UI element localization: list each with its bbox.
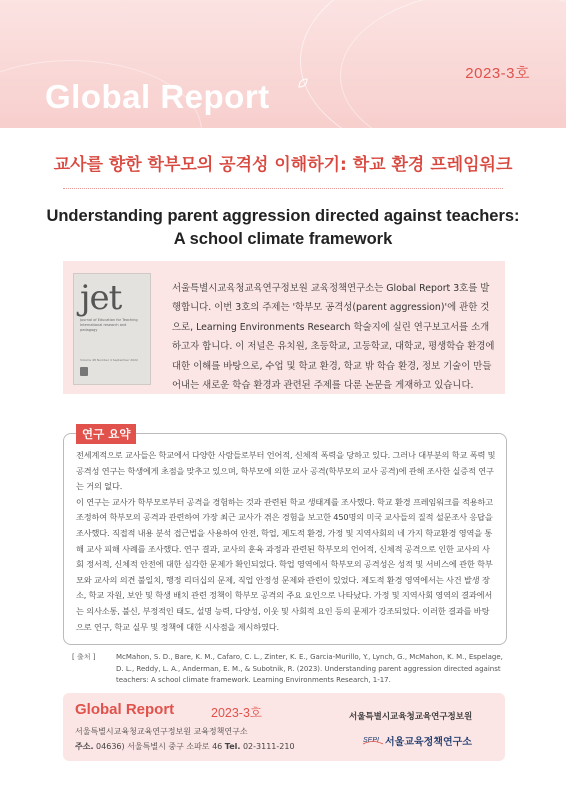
issue-number: 2023-3호 <box>465 65 530 82</box>
publisher-logo-icon <box>80 367 88 376</box>
footer-issue: 2023-3호 <box>211 706 262 720</box>
source-citation: McMahon, S. D., Bare, K. M., Cafaro, C. L., Zinter, K. E., Garcia-Murillo, Y., Lynch, G., McMahon, K. M., Espelage, D. L., Reddy, L. A., Anderman, E. M., & Subotnik, R. (2023). Understanding parent aggression directed against teachers: A school climate framework. Learning Environments Research, 1-17. <box>116 653 503 684</box>
institute-name: 서울교육정책연구소 <box>385 737 472 748</box>
tel-value: 02-3111-210 <box>242 742 295 751</box>
journal-cover-image <box>73 273 151 385</box>
intro-panel <box>63 261 505 394</box>
header-banner <box>0 0 566 128</box>
office-name: 서울특별시교육청교육연구정보원 <box>349 712 473 722</box>
footer-organization: 서울특별시교육청교육연구정보원 교육정책연구소 <box>75 727 248 736</box>
english-title-line2: A school climate framework <box>173 230 393 248</box>
institute-logo-icon <box>363 733 383 745</box>
leaf-icon <box>298 78 308 88</box>
address-value: 04636) 서울특별시 중구 소파로 46 <box>96 742 223 751</box>
summary-paragraph: 전세계적으로 교사들은 학교에서 다양한 사람들로부터 언어적, 신체적 폭력을 당하고 있다. 그러나 대부분의 학교 폭력 및 공격성 연구는 학생에게 초점을 맞추고 있으며, 학부모에 의한 교사 공격(학부모의 교사 공격)에 관해 조사한 실증적 연구는 거의 없다. <box>76 450 496 492</box>
footer-panel <box>63 693 505 761</box>
dotted-divider <box>63 188 503 189</box>
footer-address <box>75 741 295 752</box>
summary-text <box>76 448 496 635</box>
journal-logo: jet <box>80 278 122 318</box>
institute-logo-text: SEPI <box>363 737 379 744</box>
korean-title: 교사를 향한 학부모의 공격성 이해하기: 학교 환경 프레임워크 <box>53 155 513 175</box>
footer-brand: Global Report <box>75 701 175 718</box>
journal-subtitle: Journal of Education for Teaching International research and pedagogy <box>80 318 138 332</box>
source-label: [ 출처 ] <box>72 653 96 661</box>
english-title-line1: Understanding parent aggression directed against teachers: <box>46 207 520 225</box>
summary-paragraph: 이 연구는 교사가 학부모로부터 공격을 경험하는 것과 관련된 학교 생태계를 조사했다. 학교 환경 프레임워크를 적용하고 조정하여 학부모의 공격과 관련하여 가장 최근 교사가 겪은 경험을 보고한 450명의 미국 교사들의 질적 설문조사 응답을 조사했다. 직접적 내용 분석 접근법을 사용하여 안전, 학업, 제도적 환경, 가정 및 지역사회의 네 가지 학교환경 영역을 통해 교사 피해 사례를 조사했다. 연구 결과, 교사의 훈육 과정과 관련된 학부모의 언어적, 신체적 공격으로 인한 교사의 사회 정서적, 신체적 안전에 대한 심각한 문제가 확인되었다. 학업 영역에서 학부모의 공격성은 성적 및 서비스에 관한 학부모와 교사의 의견 불일치, 행정 리더십의 문제, 직업 안정성 문제와 관련이 있었다. 제도적 환경 영역에서는 사건 발생 장소, 학교 자원, 보안 및 학생 배치 관련 정책이 학부모 공격의 주요 요인으로 나타났다. 가정 및 지역사회 영역의 결과에서는 의사소통, 불신, 부정적인 태도, 설명 능력, 다양성, 이웃 및 사회적 요인 등의 문제가 강조되었다. 이러한 결과를 바탕으로 연구, 학교 실무 및 정책에 대한 시사점을 제시하였다. <box>76 496 493 632</box>
journal-volume: Volume 48 Number 4 September 2022 <box>80 358 138 362</box>
address-label: 주소. <box>75 742 94 751</box>
brand-title: Global Report <box>45 78 270 115</box>
tel-label: Tel. <box>224 742 241 751</box>
intro-text: 서울특별시교육청교육연구정보원 교육정책연구소는 Global Report 3호를 발행합니다. 이번 3호의 주제는 '학부모 공격성(parent aggression)'에 관한 것으로, Learning Environments Research 학술지에 실린 연구보고서를 소개하고자 합니다. 이 저널은 유치원, 초등학교, 고등학교, 대학교, 평생학습 환경에 대한 이해를 바탕으로, 수업 및 학교 환경, 학교 밖 학습 환경, 정보 기술이 만들어내는 새로운 학습 환경과 관련된 주제를 다룬 논문을 게재하고 있습니다. <box>172 283 495 392</box>
summary-label: 연구 요약 <box>76 424 136 444</box>
